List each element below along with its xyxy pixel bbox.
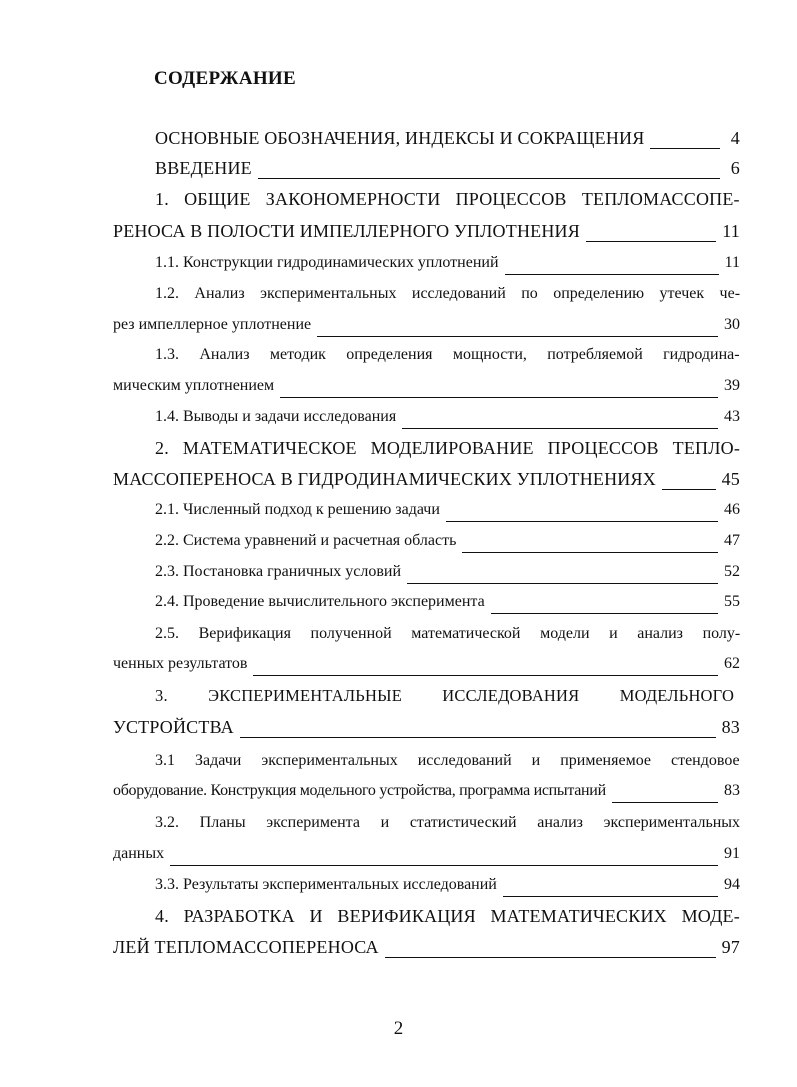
toc-leader (503, 896, 718, 897)
toc-leader (650, 148, 720, 149)
toc-entry-text: 2.4. Проведение вычислительного эксперимента (155, 593, 485, 610)
toc-page-number: 6 (730, 158, 740, 178)
toc-entry-2-3 (113, 563, 740, 591)
toc-page-number: 45 (721, 469, 740, 489)
toc-leader (491, 613, 718, 614)
toc-page-number: 30 (724, 316, 740, 333)
toc-page-number: 62 (724, 655, 740, 672)
toc-leader (462, 552, 718, 553)
toc-page-number: 4 (730, 128, 740, 148)
toc-entry-text: ОСНОВНЫЕ ОБОЗНАЧЕНИЯ, ИНДЕКСЫ И СОКРАЩЕНИЯ (155, 128, 645, 148)
toc-leader (240, 737, 716, 738)
toc-leader (446, 521, 718, 522)
toc-entry-text: ЛЕЙ ТЕПЛОМАССОПЕРЕНОСА (113, 937, 379, 957)
toc-entry-text: РЕНОСА В ПОЛОСТИ ИМПЕЛЛЕРНОГО УПЛОТНЕНИЯ (113, 221, 580, 241)
toc-page-number: 97 (721, 937, 740, 957)
toc-entry-text: 3.2. Планы эксперимента и статистический анализ экспериментальных (155, 814, 741, 831)
toc-entry-2-2 (113, 532, 740, 560)
toc-entry-text: 1.3. Анализ методик определения мощности, потребляемой гидродина- (155, 346, 740, 363)
toc-page-number: 83 (721, 717, 740, 737)
toc-leader (170, 865, 718, 866)
toc-entry-text: 1.2. Анализ экспериментальных исследований по определению утечек че- (155, 285, 741, 302)
toc-entry-2-5-line-1 (113, 625, 740, 653)
toc-page-number: 11 (722, 221, 740, 241)
toc-entry-text: 2. МАТЕМАТИЧЕСКОЕ МОДЕЛИРОВАНИЕ ПРОЦЕССОВ ТЕПЛО- (155, 438, 741, 458)
toc-entry-text: УСТРОЙСТВА (113, 717, 234, 737)
toc-entry-chapter-2-line-1 (113, 438, 740, 466)
toc-entry-1-4 (113, 408, 740, 436)
toc-leader (385, 957, 716, 958)
toc-page-number: 47 (724, 532, 740, 549)
toc-leader (317, 336, 718, 337)
toc-page-number: 83 (724, 782, 740, 799)
toc-entry-text: 3.1 Задачи экспериментальных исследований и применяемое стендовое (155, 752, 740, 769)
toc-entry-chapter-1-line-2 (113, 221, 740, 249)
toc-page-number: 46 (724, 501, 740, 518)
toc-leader (407, 583, 718, 584)
toc-leader (662, 489, 716, 490)
toc-leader (612, 802, 718, 803)
toc-leader (586, 241, 716, 242)
toc-entry-1-3-line-1 (113, 346, 740, 374)
toc-leader (258, 178, 720, 179)
toc-page-number: 55 (724, 593, 740, 610)
toc-entry-text: 2.3. Постановка граничных условий (155, 563, 402, 580)
toc-entry-text: 2.5. Верификация полученной математической модели и анализ полу- (155, 625, 741, 642)
toc-entry-introduction (113, 158, 740, 186)
toc-page-number: 43 (724, 408, 740, 425)
toc-entry-1-3-line-2 (113, 377, 740, 405)
toc-entry-3-1-line-2 (113, 782, 740, 810)
toc-entry-chapter-3-line-1 (113, 686, 740, 714)
toc-entry-text: данных (113, 845, 165, 862)
toc-page-number: 94 (724, 876, 740, 893)
toc-entry-text: 3. ЭКСПЕРИМЕНТАЛЬНЫЕ ИССЛЕДОВАНИЯ МОДЕЛЬНОГО (155, 686, 735, 705)
toc-leader (505, 274, 719, 275)
toc-entry-text: 2.1. Численный подход к решению задачи (155, 501, 440, 518)
toc-entry-abbreviations (113, 128, 740, 156)
toc-entry-text: 1.4. Выводы и задачи исследования (155, 408, 397, 425)
toc-title: СОДЕРЖАНИЕ (154, 68, 296, 89)
toc-entry-text: мическим уплотнением (113, 377, 275, 394)
toc-entry-text: 1.1. Конструкции гидродинамических уплотнений (155, 254, 499, 271)
toc-leader (253, 675, 718, 676)
toc-entry-3-1-line-1 (113, 752, 740, 780)
toc-entry-text: 3.3. Результаты экспериментальных исследований (155, 876, 497, 893)
toc-leader (280, 397, 718, 398)
toc-entry-text: рез импеллерное уплотнение (113, 316, 312, 333)
toc-page-number: 91 (724, 845, 740, 862)
toc-entry-1-2-line-2 (113, 316, 740, 344)
toc-entry-2-5-line-2 (113, 655, 740, 683)
toc-entry-text: МАССОПЕРЕНОСА В ГИДРОДИНАМИЧЕСКИХ УПЛОТНЕНИЯХ (113, 469, 656, 489)
toc-entry-3-2-line-2 (113, 845, 740, 873)
toc-entry-3-2-line-1 (113, 814, 740, 842)
toc-entry-text: ченных результатов (113, 655, 248, 672)
toc-entry-2-1 (113, 501, 740, 529)
toc-entry-1-1 (113, 254, 740, 282)
toc-entry-text: 1. ОБЩИЕ ЗАКОНОМЕРНОСТИ ПРОЦЕССОВ ТЕПЛОМАССОПЕ- (155, 189, 740, 209)
toc-entry-3-3 (113, 876, 740, 904)
toc-entry-text: 4. РАЗРАБОТКА И ВЕРИФИКАЦИЯ МАТЕМАТИЧЕСКИХ МОДЕ- (155, 906, 740, 926)
toc-entry-chapter-2-line-2 (113, 469, 740, 497)
toc-entry-2-4 (113, 593, 740, 621)
toc-entry-chapter-4-line-1 (113, 906, 740, 934)
toc-entry-text: оборудование. Конструкция модельного устройства, программа испытаний (113, 782, 606, 799)
toc-entry-chapter-4-line-2 (113, 937, 740, 965)
toc-entry-text: ВВЕДЕНИЕ (155, 158, 252, 178)
toc-entry-text: 2.2. Система уравнений и расчетная область (155, 532, 457, 549)
toc-page-number: 52 (724, 563, 740, 580)
toc-page-number: 11 (724, 254, 740, 271)
toc-leader (402, 428, 718, 429)
toc-page-number: 39 (724, 377, 740, 394)
toc-entry-chapter-1-line-1 (113, 189, 740, 217)
page-number: 2 (393, 1018, 404, 1039)
toc-entry-chapter-3-line-2 (113, 717, 740, 745)
toc-entry-1-2-line-1 (113, 285, 740, 313)
